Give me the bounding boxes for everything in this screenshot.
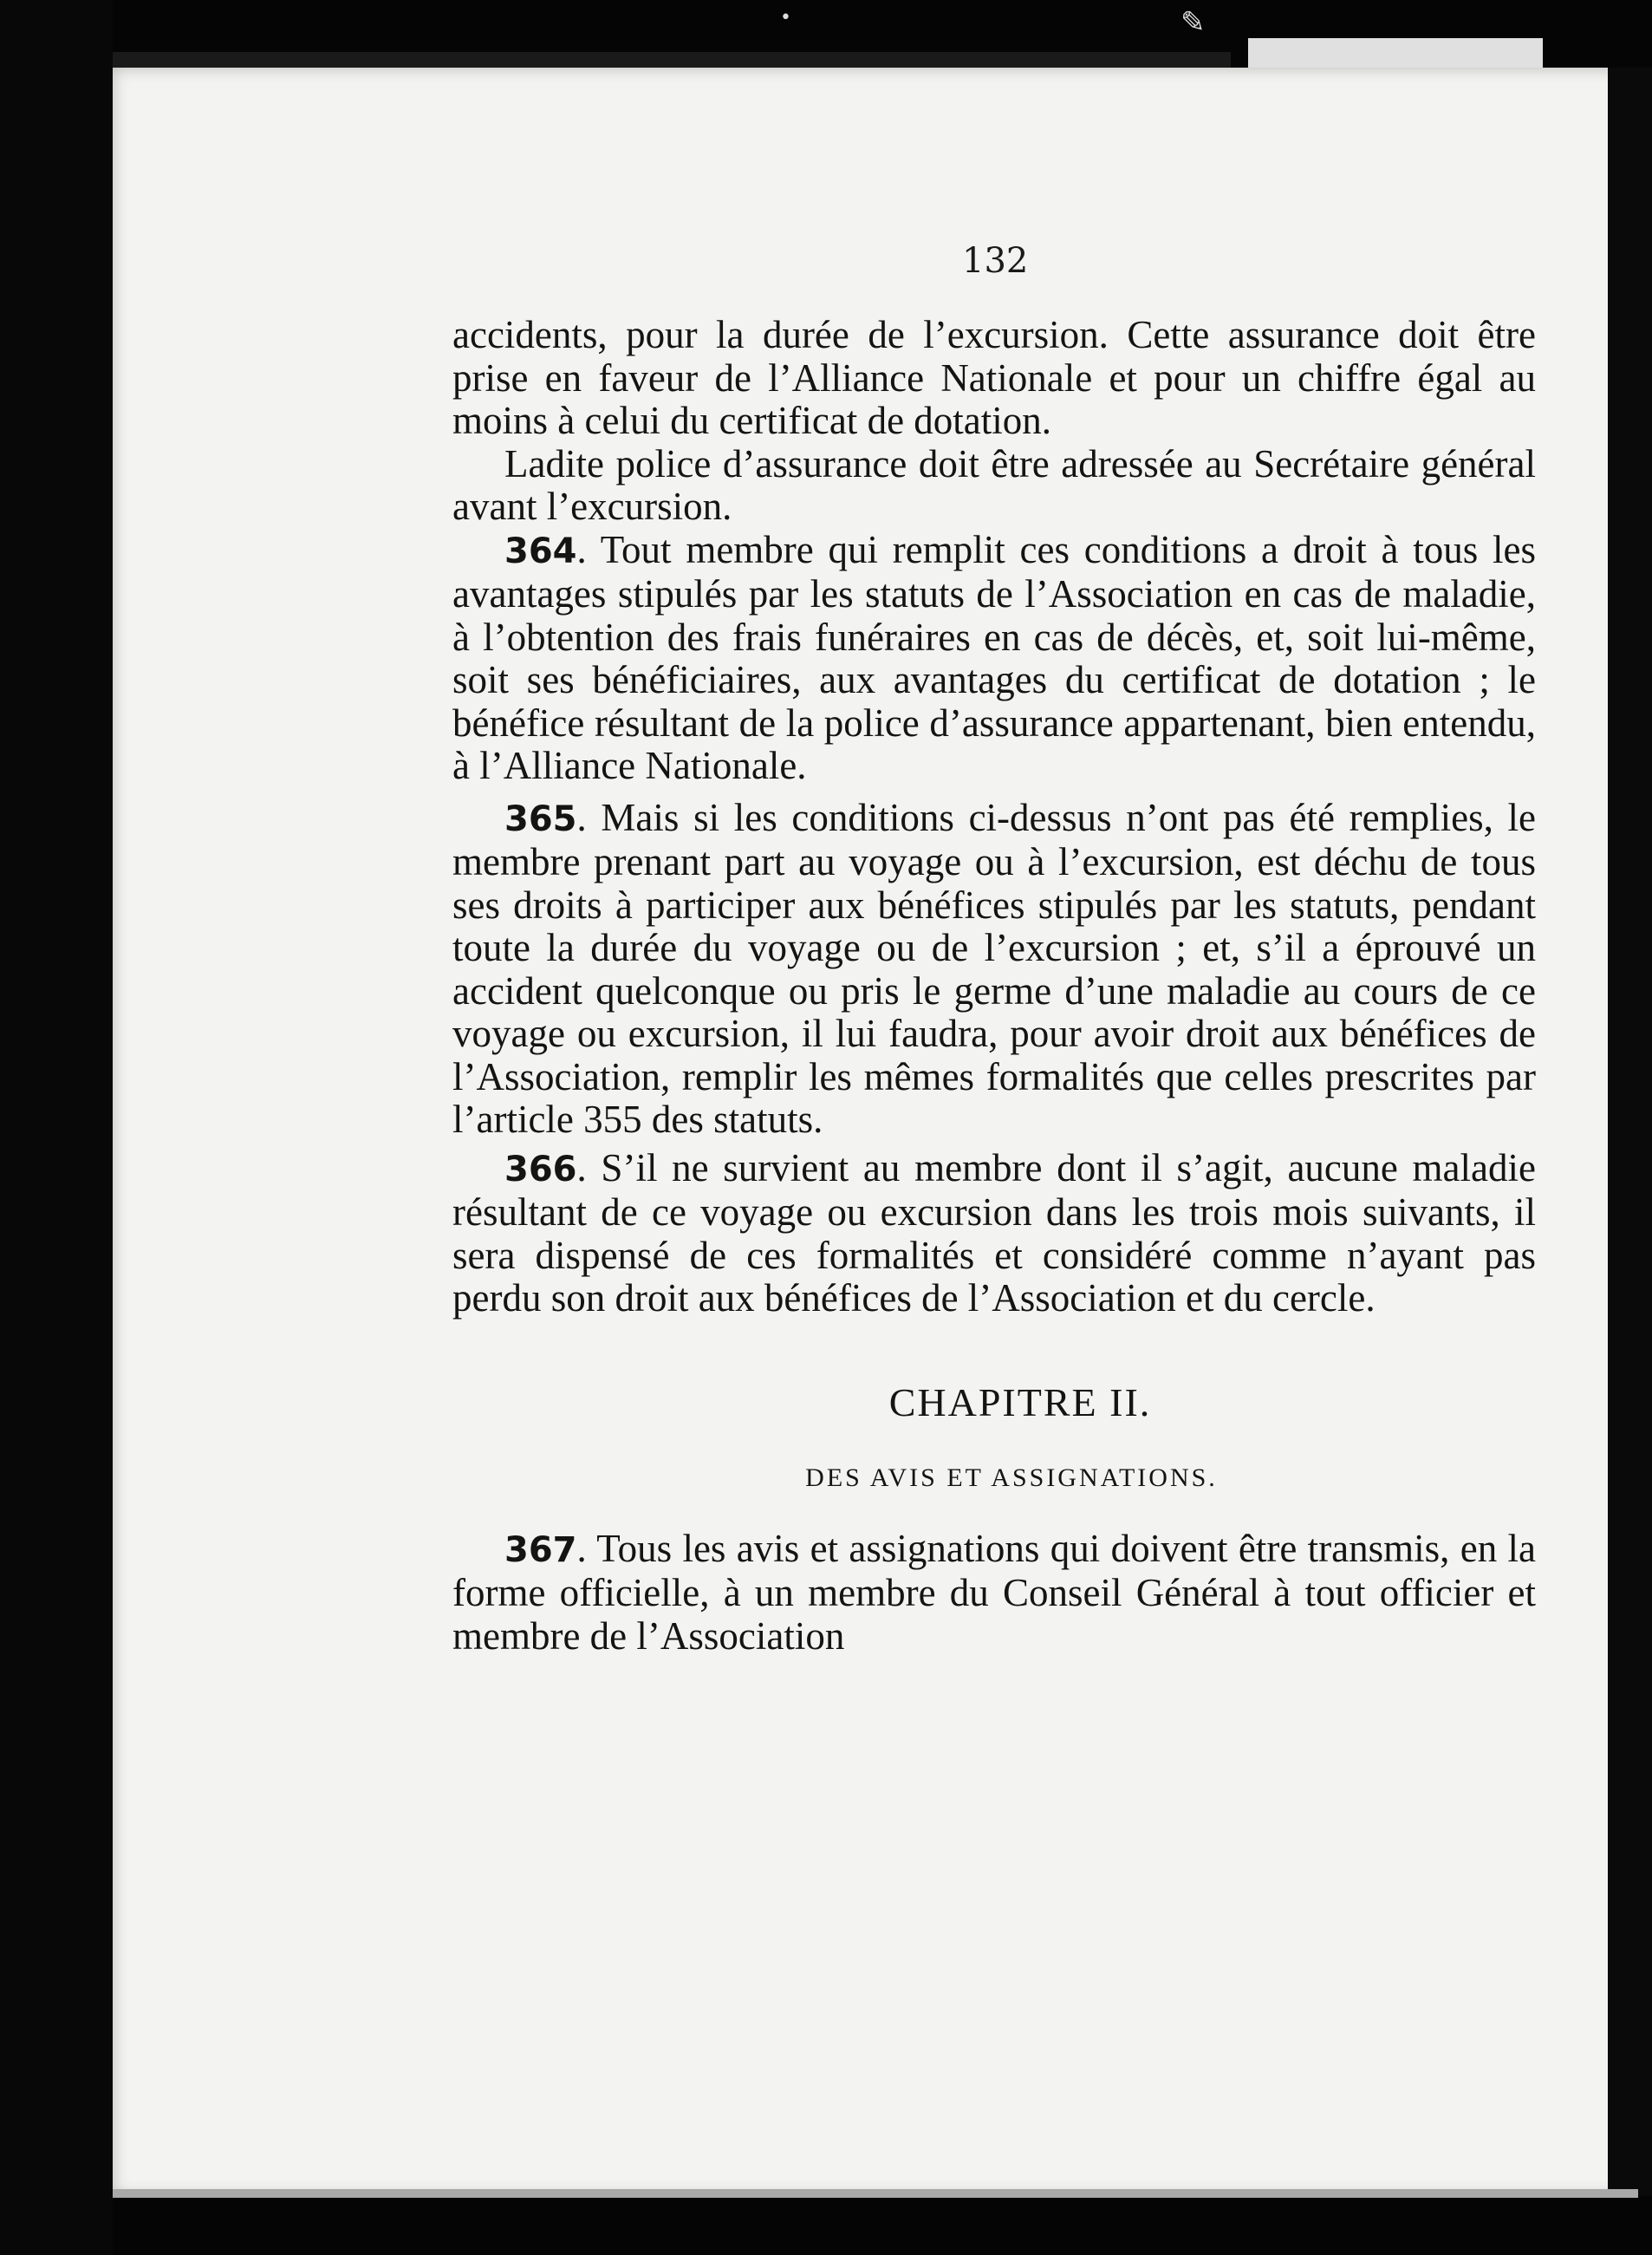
page-number: 132	[962, 241, 1029, 281]
article-number: 366	[504, 1149, 577, 1189]
paragraph-continuation: accidents, pour la durée de l’excursion. Cette assurance doit être prise en faveur de l’Alliance Nationale et pour un chiffre égal au moins à celui du certificat de dotation.	[452, 313, 1536, 442]
article-367	[452, 1528, 1536, 1659]
article-365	[452, 797, 1536, 1142]
paragraph-police: Ladite police d’assurance doit être adressée au Secrétaire général avant l’excursion.	[452, 441, 1536, 528]
page-body	[452, 314, 1536, 1658]
page-bottom-edge	[113, 2189, 1638, 2198]
article-number: 364	[504, 531, 577, 571]
article-364	[452, 529, 1536, 788]
page-top-shadow	[113, 52, 1231, 68]
scan-right-margin	[1608, 68, 1652, 2196]
scan-speck-mark: •	[780, 7, 791, 29]
section-heading: DES AVIS ET ASSIGNATIONS.	[805, 1463, 1218, 1492]
chapter-heading: CHAPITRE II.	[888, 1379, 1152, 1424]
scan-left-margin	[0, 0, 113, 2255]
article-text: . Mais si les conditions ci-dessus n’ont pas été remplies, le membre prenant part au voyage ou à l’excursion, est déchu de tous ses droits à participer aux bénéfices stipulés par les statuts, pendant toute la durée du voyage ou de l’excursion ; et, s’il a éprouvé un accident quelconque ou pris le germe d’une maladie au cours de ce voyage ou excursion, il lui faudra, pour avoir droit aux bénéfices de l’Association, remplir les mêmes formalités que celles prescrites par l’article 355 des statuts.	[452, 795, 1536, 1141]
article-number: 365	[504, 798, 577, 839]
article-number: 367	[504, 1529, 577, 1570]
article-366	[452, 1147, 1536, 1320]
article-text: . Tous les avis et assignations qui doivent être transmis, en la forme officielle, à un membre du Conseil Général à tout officier et membre de l’Association	[452, 1526, 1536, 1658]
binding-strip	[1248, 38, 1543, 71]
article-text: . S’il ne survient au membre dont il s’agit, aucune maladie résultant de ce voyage ou excursion dans les trois mois suivants, il sera dispensé de ces formalités et considéré comme n’ayant pas perdu son droit aux bénéfices de l’Association et du cercle.	[452, 1145, 1536, 1320]
article-text: . Tout membre qui remplit ces conditions a droit à tous les avantages stipulés par les statuts de l’Association en cas de maladie, à l’obtention des frais funéraires en cas de décès, et, soit lui-même, soit ses bénéficiaires, aux avantages du certificat de dotation ; le bénéfice résultant de la police d’assurance appartenant, bien entendu, à l’Alliance Nationale.	[452, 527, 1536, 787]
scan-scratch-mark: ✎	[1180, 5, 1206, 40]
